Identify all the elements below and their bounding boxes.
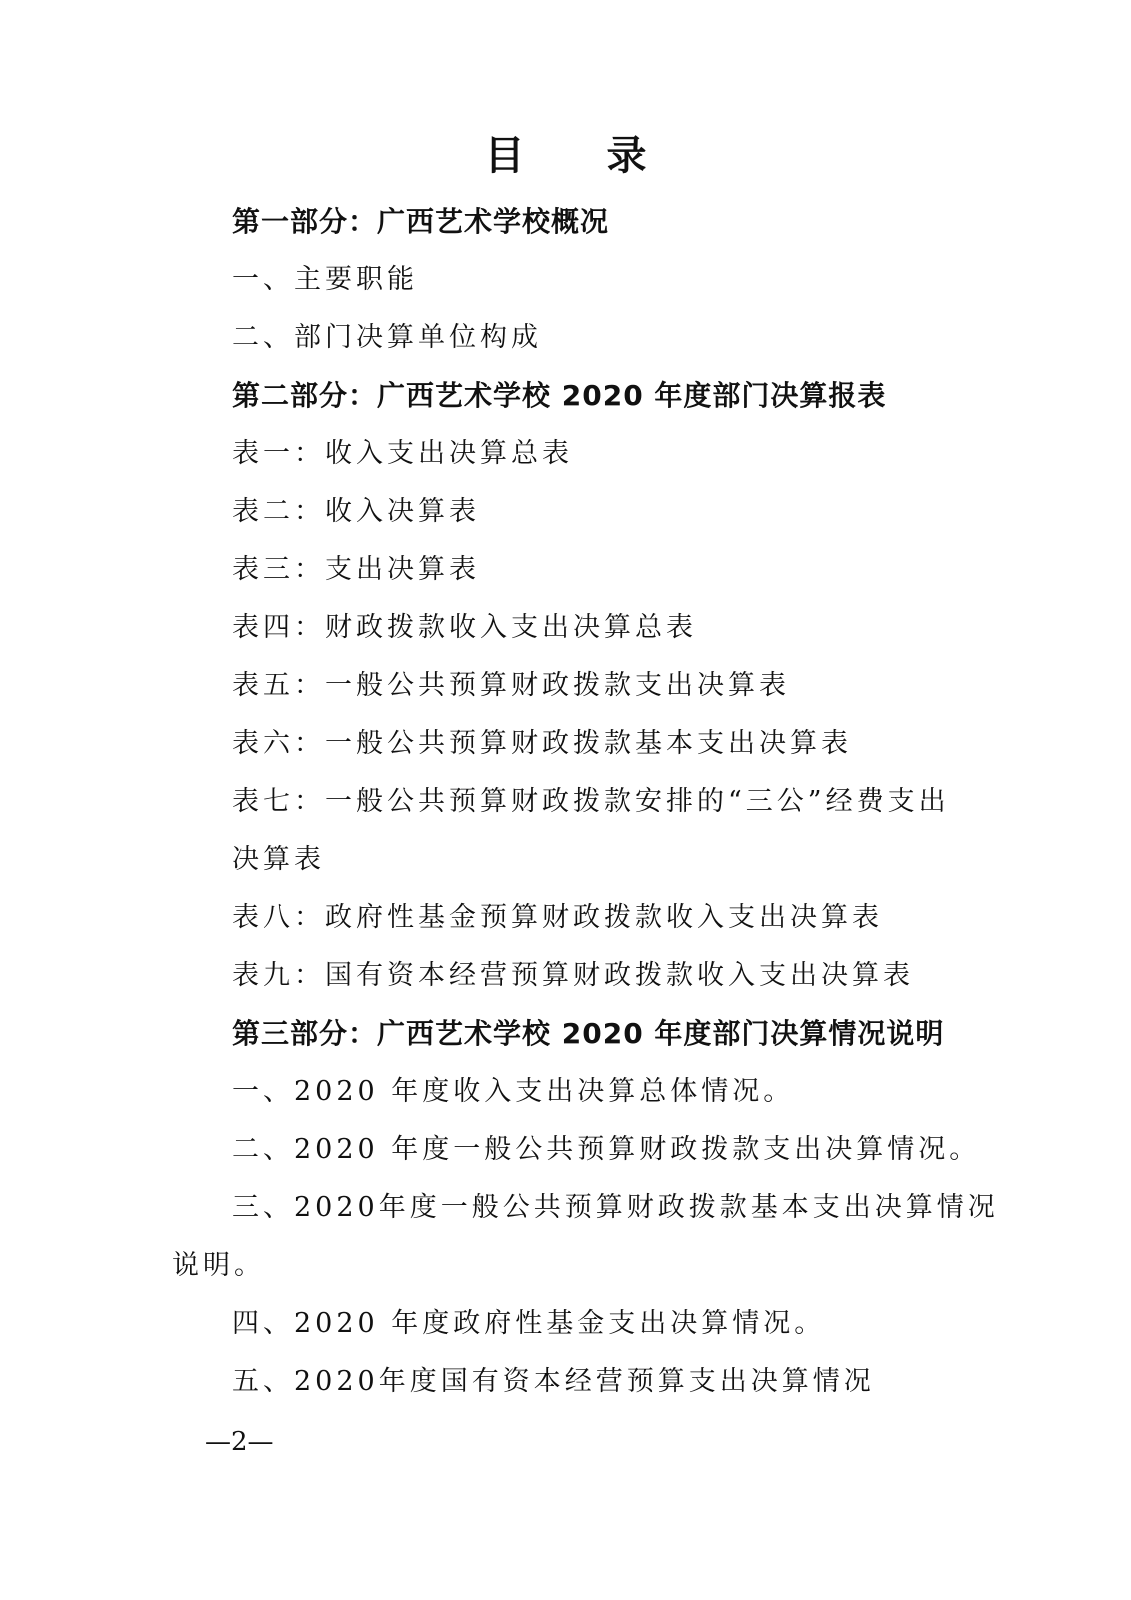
- toc-table5: 表五：一般公共预算财政拨款支出决算表: [232, 670, 790, 701]
- toc-part1-item2: 二、部门决算单位构成: [232, 322, 542, 353]
- toc-part1-item1: 一、主要职能: [232, 264, 418, 295]
- toc-part3-item2: 二、2020 年度一般公共预算财政拨款支出决算情况。: [232, 1134, 981, 1165]
- page-title: 目录: [484, 133, 729, 179]
- toc-part3-item3-line2: 说明。: [172, 1250, 265, 1281]
- toc-table4: 表四：财政拨款收入支出决算总表: [232, 612, 697, 643]
- toc-table6: 表六：一般公共预算财政拨款基本支出决算表: [232, 728, 852, 759]
- toc-table9: 表九：国有资本经营预算财政拨款收入支出决算表: [232, 960, 914, 991]
- toc-table7-line2: 决算表: [232, 844, 325, 875]
- toc-part2-heading: 第二部分：广西艺术学校 2020 年度部门决算报表: [232, 379, 887, 412]
- toc-table1: 表一：收入支出决算总表: [232, 438, 573, 469]
- toc-table2: 表二：收入决算表: [232, 496, 480, 527]
- toc-part1-heading: 第一部分：广西艺术学校概况: [232, 205, 610, 238]
- toc-part3-heading: 第三部分：广西艺术学校 2020 年度部门决算情况说明: [232, 1017, 945, 1050]
- toc-table8: 表八：政府性基金预算财政拨款收入支出决算表: [232, 902, 883, 933]
- toc-part3-item5: 五、2020年度国有资本经营预算支出决算情况: [232, 1366, 875, 1397]
- toc-table3: 表三：支出决算表: [232, 554, 480, 585]
- toc-part3-item1: 一、2020 年度收入支出决算总体情况。: [232, 1076, 795, 1107]
- page-number: —2—: [205, 1427, 274, 1457]
- toc-table7-line1: 表七：一般公共预算财政拨款安排的“三公”经费支出: [232, 786, 950, 817]
- toc-part3-item3-line1: 三、2020年度一般公共预算财政拨款基本支出决算情况: [232, 1192, 999, 1223]
- toc-part3-item4: 四、2020 年度政府性基金支出决算情况。: [232, 1308, 826, 1339]
